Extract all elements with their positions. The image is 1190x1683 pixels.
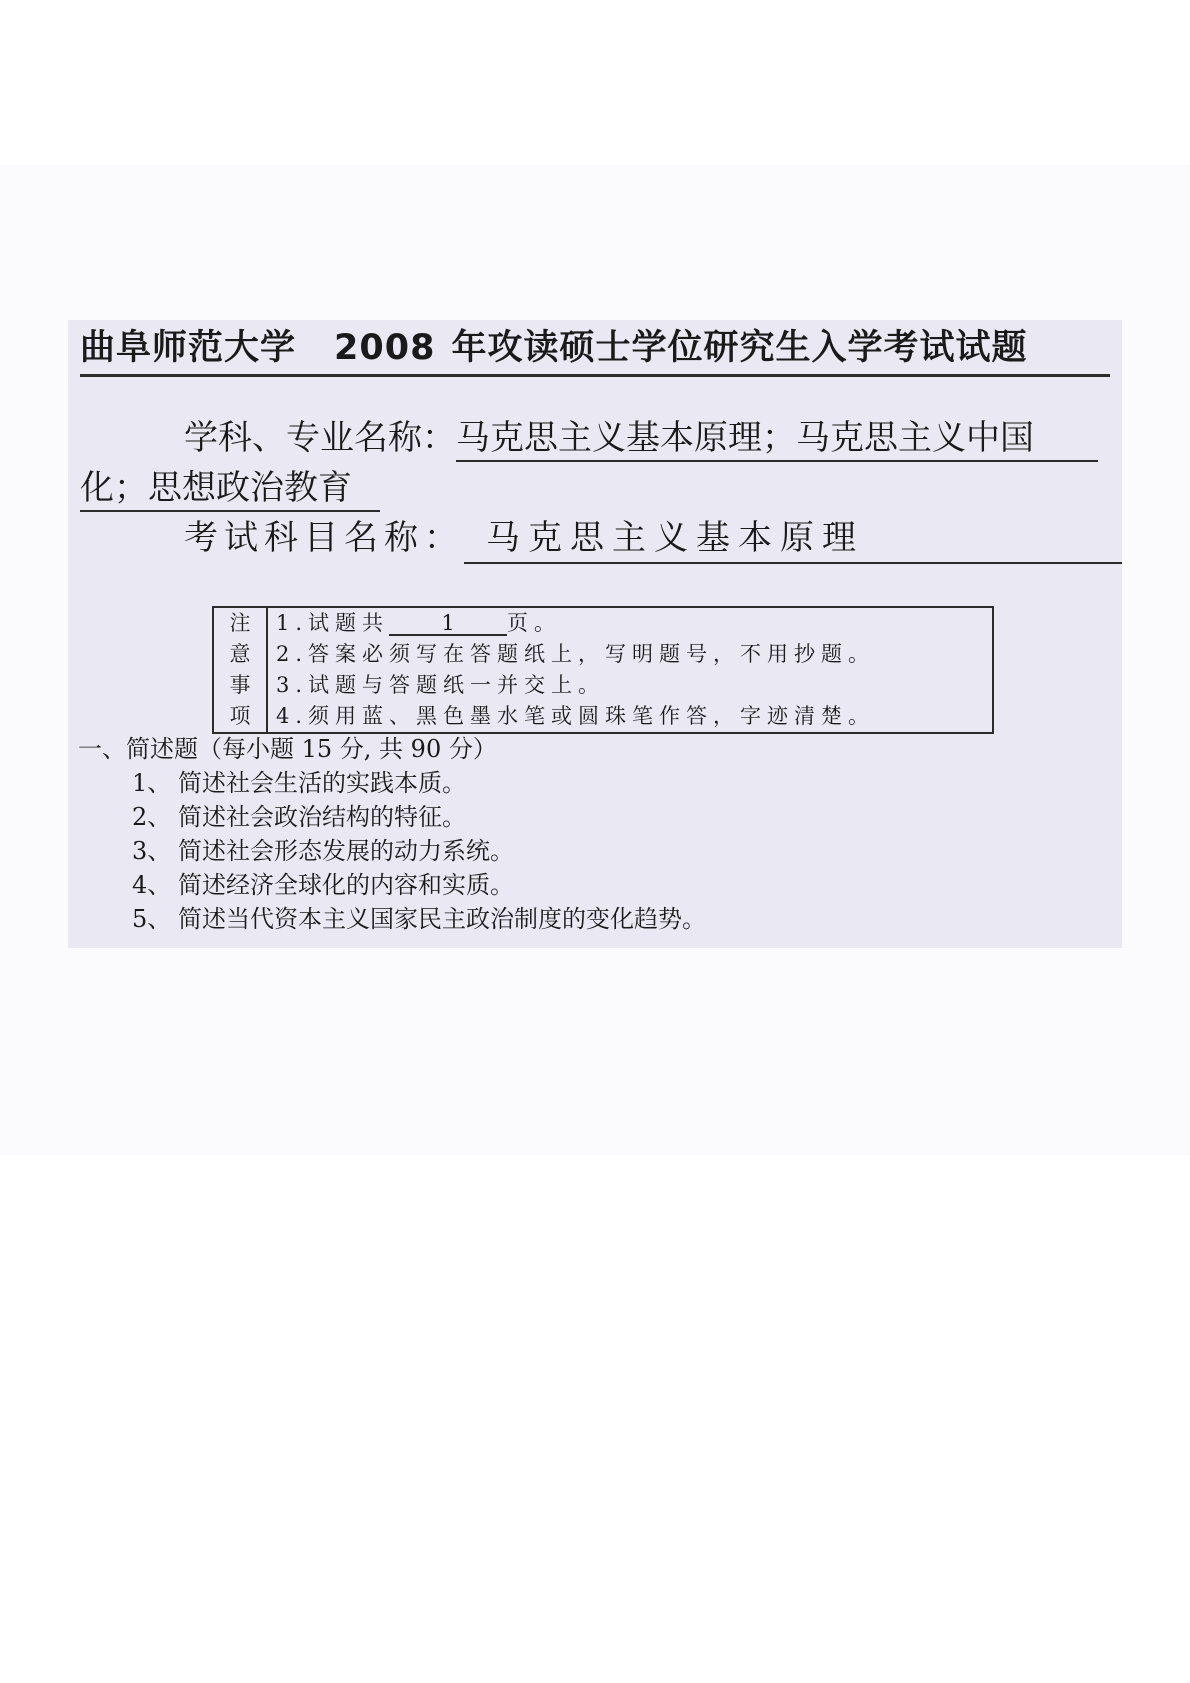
question-list: [132, 766, 706, 936]
question-number: 1、: [132, 769, 172, 797]
major-value-2: 化；思想政治教育: [80, 466, 380, 512]
question-text: 简述经济全球化的内容和实质。: [178, 871, 514, 899]
notice-side-char: 注: [229, 611, 251, 635]
scanned-exam-sheet: [68, 320, 1122, 948]
list-item: [132, 800, 706, 834]
exam-year: 2008: [334, 328, 436, 368]
course-line: [184, 514, 1122, 564]
notice-side-char: 项: [229, 704, 251, 728]
question-text: 简述社会形态发展的动力系统。: [178, 837, 514, 865]
school-name: 曲阜师范大学: [80, 328, 297, 368]
notice-line-1-suffix: 页。: [507, 611, 562, 635]
exam-title-text: 年攻读硕士学位研究生入学考试试题: [451, 328, 1028, 368]
major-label: 学科、专业名称：: [184, 418, 456, 458]
question-number: 3、: [132, 837, 172, 865]
notice-line-3: 3.试题与答题纸一并交上。: [276, 673, 606, 697]
notice-line-4: 4.须用蓝、黑色墨水笔或圆珠笔作答，字迹清楚。: [276, 704, 876, 728]
notice-lines: [276, 608, 988, 732]
course-label: 考试科目名称：: [184, 518, 464, 558]
list-item: [132, 834, 706, 868]
notice-side-char: 事: [229, 673, 251, 697]
notice-box: [212, 606, 994, 734]
major-line-1: [184, 416, 1098, 462]
notice-side-char: 意: [229, 642, 251, 666]
exam-title: [80, 324, 1110, 377]
list-item: [132, 868, 706, 902]
question-text: 简述社会政治结构的特征。: [178, 803, 466, 831]
major-value-1: 马克思主义基本原理；马克思主义中国: [456, 416, 1098, 462]
course-value: 马克思主义基本原理: [464, 514, 1122, 564]
major-line-2: [80, 466, 380, 512]
question-text: 简述社会生活的实践本质。: [178, 769, 466, 797]
question-text: 简述当代资本主义国家民主政治制度的变化趋势。: [178, 905, 706, 933]
list-item: [132, 902, 706, 936]
page-count: 1: [389, 612, 507, 636]
section-heading: 一、简述题（每小题 15 分, 共 90 分）: [78, 735, 497, 763]
question-number: 4、: [132, 871, 172, 899]
question-number: 2、: [132, 803, 172, 831]
list-item: [132, 766, 706, 800]
notice-line-1: [276, 608, 988, 639]
notice-line-1-prefix: 1.试题共: [276, 611, 390, 635]
notice-side-label: [214, 608, 268, 732]
notice-line-2: 2.答案必须写在答题纸上，写明题号，不用抄题。: [276, 642, 876, 666]
question-number: 5、: [132, 905, 172, 933]
